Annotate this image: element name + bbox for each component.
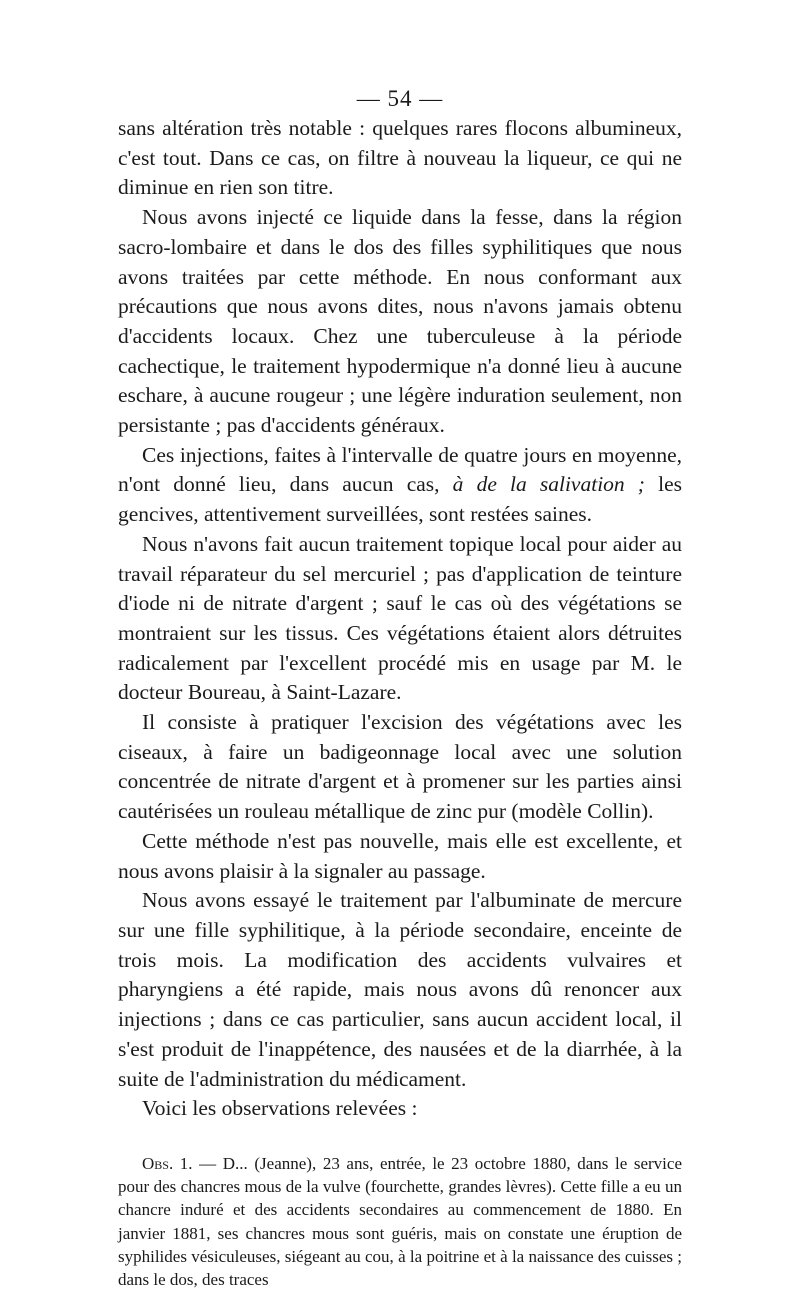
paragraph-8: Voici les observations relevées : [142, 1096, 418, 1121]
observation-label: Obs. 1. [142, 1153, 193, 1173]
page-number: — 54 — [356, 86, 444, 111]
paragraph-2: Nous avons injecté ce liquide dans la fesse, dans la région sacro-lombaire et dans le dos des filles syphilitiques que nous avons traitées par cette méthode. En nous conformant aux précautions que nous avons dites, nous n'avons jamais obtenu d'accidents locaux. Chez une tuberculeuse à la période cachectique, le traitement hypodermique n'a donné lieu à aucune eschare, à aucune rougeur ; une légère induration seulement, non persistante ; pas d'accidents généraux. [118, 205, 682, 438]
observation-paragraph [118, 1152, 682, 1291]
paragraph-7: Nous avons essayé le traitement par l'albuminate de mercure sur une fille syphilitique, à la période secondaire, enceinte de trois mois. La modification des accidents vulvaires et pharyngiens a été rapide, mais nous avons dû renoncer aux injections ; dans ce cas particulier, sans aucun accident local, il s'est produit de l'inappétence, des nausées et de la diarrhée, à la suite de l'administration du médicament. [118, 888, 682, 1091]
observation-text: — D... (Jeanne), 23 ans, entrée, le 23 octobre 1880, dans le service pour des chancres mous de la vulve (fourchette, grandes lèvres). Cette fille a eu un chancre induré et des accidents secondaires au commencement de 1880. En janvier 1881, ses chancres mous sont guéris, mais on constate une éruption de syphilides vésiculeuses, siégeant au cou, à la poitrine et à la naissance des cuisses ; dans le dos, des traces [118, 1153, 682, 1289]
paragraph-1: sans altération très notable : quelques rares flocons albumineux, c'est tout. Dans ce cas, on filtre à nouveau la liqueur, ce qui ne diminue en rien son titre. [118, 116, 682, 200]
paragraph-3-text-before: Ces injections, faites à l'intervalle de quatre jours en moyenne, n'ont donné lieu, dans aucun cas, [118, 442, 682, 497]
body-text [118, 114, 682, 1124]
paragraph-3-text-after: les gencives, attentivement surveillées, sont restées saines. [118, 472, 682, 527]
paragraph-3-italic: à de la salivation ; [452, 472, 645, 497]
paragraph-3 [118, 441, 682, 530]
paragraph-4: Nous n'avons fait aucun traitement topique local pour aider au travail réparateur du sel mercuriel ; pas d'application de teinture d'iode ni de nitrate d'argent ; sauf le cas où des végétations se montraient sur les tissus. Ces végétations étaient alors détruites radicalement par l'excellent procédé mis en usage par M. le docteur Boureau, à Saint-Lazare. [118, 531, 682, 705]
observation-note [118, 1152, 682, 1291]
document-page [118, 84, 682, 1291]
paragraph-5: Il consiste à pratiquer l'excision des végétations avec les ciseaux, à faire un badigeonnage local avec une solution concentrée de nitrate d'argent et à promener sur les parties ainsi cautérisées un rouleau métallique de zinc pur (modèle Collin). [118, 710, 682, 824]
paragraph-6: Cette méthode n'est pas nouvelle, mais elle est excellente, et nous avons plaisir à la signaler au passage. [118, 828, 682, 883]
